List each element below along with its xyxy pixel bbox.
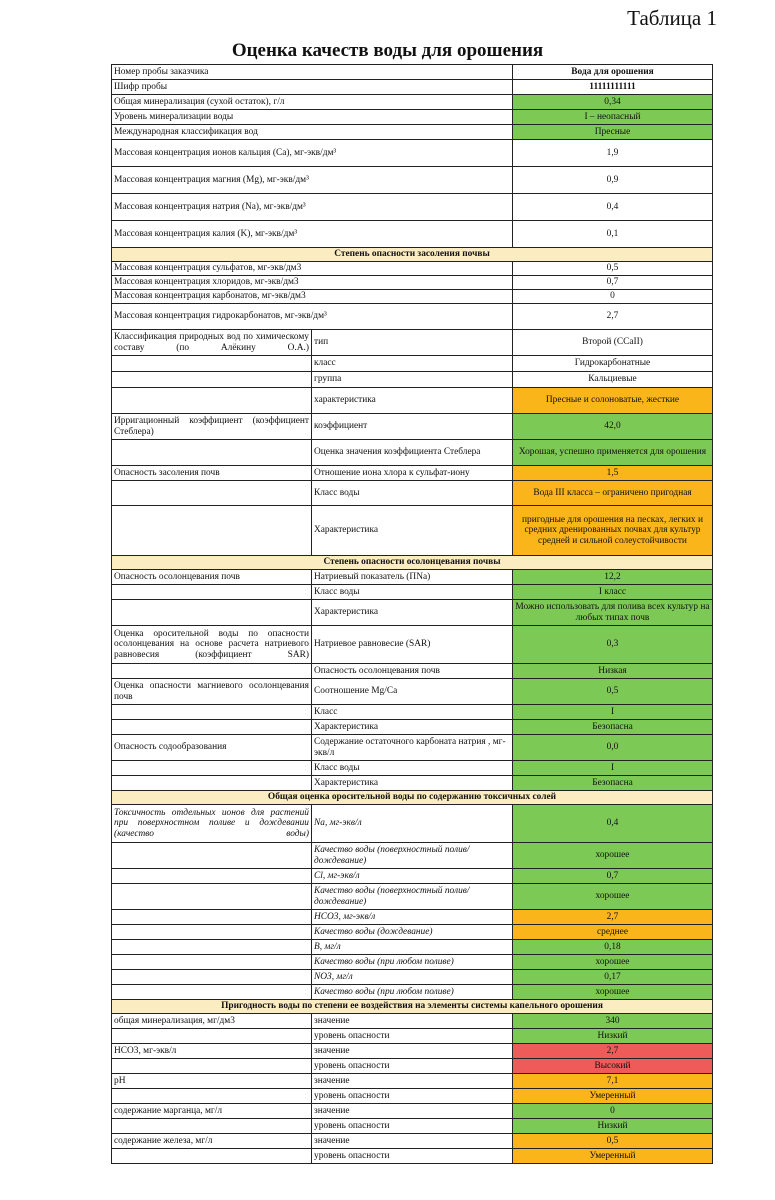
row-value: 0,3 [513, 626, 713, 664]
table-row [112, 140, 713, 167]
row-value: 0,7 [513, 869, 713, 884]
row-parameter: Характеристика [312, 600, 513, 626]
row-value: Умеренный [513, 1149, 713, 1164]
row-parameter: значение [312, 1134, 513, 1149]
row-label [112, 440, 312, 466]
row-value: 2,7 [513, 910, 713, 925]
row-label: Шифр пробы [112, 80, 513, 95]
row-value: Вода для орошения [513, 65, 713, 80]
row-value: Второй (CCaII) [513, 330, 713, 356]
table-row [112, 440, 713, 466]
row-value: 2,7 [513, 304, 713, 330]
row-value: I [513, 761, 713, 776]
table-row [112, 1059, 713, 1074]
table-row [112, 705, 713, 720]
row-label [112, 869, 312, 884]
row-parameter: уровень опасности [312, 1089, 513, 1104]
row-parameter: характеристика [312, 388, 513, 414]
table-row [112, 125, 713, 140]
table-row [112, 776, 713, 791]
row-parameter: Класс воды [312, 481, 513, 506]
row-value: 0,0 [513, 735, 713, 761]
section-title: Общая оценка оросительной воды по содержанию токсичных солей [112, 791, 713, 805]
table-row [112, 570, 713, 585]
row-label: общая минерализация, мг/дм3 [112, 1014, 312, 1029]
table-row [112, 664, 713, 679]
row-parameter: значение [312, 1104, 513, 1119]
row-parameter: Оценка значения коэффициента Стеблера [312, 440, 513, 466]
row-label [112, 1089, 312, 1104]
row-value: 1,9 [513, 140, 713, 167]
table-row [112, 1149, 713, 1164]
row-label: Общая минерализация (сухой остаток), г/л [112, 95, 513, 110]
row-parameter: Опасность осолонцевания почв [312, 664, 513, 679]
row-label: Массовая концентрация карбонатов, мг-экв/дм3 [112, 290, 513, 304]
row-label: Массовая концентрация натрия (Na), мг-экв/дм³ [112, 194, 513, 221]
table-row [112, 356, 713, 372]
table-row [112, 869, 713, 884]
row-parameter: значение [312, 1014, 513, 1029]
row-value: хорошее [513, 985, 713, 1000]
row-value: 0,1 [513, 221, 713, 248]
row-parameter: уровень опасности [312, 1119, 513, 1134]
row-parameter: Характеристика [312, 720, 513, 735]
row-label [112, 1059, 312, 1074]
row-label [112, 481, 312, 506]
table-row [112, 110, 713, 125]
table-row [112, 262, 713, 276]
row-value: Кальциевые [513, 372, 713, 388]
row-label: Опасность засоления почв [112, 466, 312, 481]
row-label [112, 1029, 312, 1044]
row-value: хорошее [513, 843, 713, 869]
table-row [112, 1104, 713, 1119]
row-parameter: B, мг/л [312, 940, 513, 955]
table-row [112, 1014, 713, 1029]
row-label [112, 884, 312, 910]
row-parameter: Качество воды (поверхностный полив/дождевание) [312, 843, 513, 869]
table-row [112, 940, 713, 955]
row-value: Гидрокарбонатные [513, 356, 713, 372]
table-row [112, 276, 713, 290]
row-value: 2,7 [513, 1044, 713, 1059]
table-row [112, 970, 713, 985]
table-row [112, 1074, 713, 1089]
row-value: Высокий [513, 1059, 713, 1074]
table-row [112, 506, 713, 556]
row-label: Массовая концентрация магния (Mg), мг-экв/дм³ [112, 167, 513, 194]
row-label [112, 1119, 312, 1134]
row-parameter: Соотношение Mg/Ca [312, 679, 513, 705]
row-value: Можно использовать для полива всех культур на любых типах почв [513, 600, 713, 626]
table-row [112, 761, 713, 776]
table-row [112, 600, 713, 626]
row-label: Международная классификация вод [112, 125, 513, 140]
row-parameter: Качество воды (дождевание) [312, 925, 513, 940]
row-value: 7,1 [513, 1074, 713, 1089]
row-label [112, 776, 312, 791]
table-row [112, 388, 713, 414]
row-value: Пресные и солоноватые, жесткие [513, 388, 713, 414]
row-value: Вода III класса – ограничено пригодная [513, 481, 713, 506]
row-parameter: коэффициент [312, 414, 513, 440]
section-header [112, 556, 713, 570]
row-value: 0,18 [513, 940, 713, 955]
row-label: Опасность осолонцевания почв [112, 570, 312, 585]
table-row [112, 679, 713, 705]
table-row [112, 735, 713, 761]
table-row [112, 1134, 713, 1149]
row-value: 0,5 [513, 262, 713, 276]
table-row [112, 80, 713, 95]
row-label: Массовая концентрация ионов кальция (Ca), мг-экв/дм³ [112, 140, 513, 167]
row-value: 0,9 [513, 167, 713, 194]
row-value: 1,5 [513, 466, 713, 481]
row-label: Массовая концентрация гидрокарбонатов, мг-экв/дм³ [112, 304, 513, 330]
row-value: 0,4 [513, 805, 713, 843]
table-row [112, 290, 713, 304]
section-title: Степень опасности засоления почвы [112, 248, 713, 262]
row-parameter: уровень опасности [312, 1029, 513, 1044]
row-label [112, 600, 312, 626]
row-parameter: уровень опасности [312, 1059, 513, 1074]
row-parameter: Качество воды (при любом поливе) [312, 985, 513, 1000]
document-label: Таблица 1 [627, 6, 717, 30]
row-value: Безопасна [513, 720, 713, 735]
row-parameter: Качество воды (поверхностный полив/дождевание) [312, 884, 513, 910]
row-parameter: группа [312, 372, 513, 388]
row-parameter: Натриевое равновесие (SAR) [312, 626, 513, 664]
table-row [112, 167, 713, 194]
row-parameter: Содержание остаточного карбоната натрия , мг-экв/л [312, 735, 513, 761]
table-row [112, 304, 713, 330]
row-label [112, 970, 312, 985]
row-value: 0,5 [513, 679, 713, 705]
row-parameter: значение [312, 1044, 513, 1059]
row-label [112, 940, 312, 955]
row-label: Токсичность отдельных ионов для растений при поверхностном поливе и дождевании (качество воды) [112, 805, 312, 843]
table-row [112, 585, 713, 600]
section-title: Пригодность воды по степени ее воздействия на элементы системы капельного орошения [112, 1000, 713, 1014]
row-value: пригодные для орошения на песках, легких и средних дренированных почвах для культур средней и сильной солеустойчивости [513, 506, 713, 556]
row-parameter: Отношение иона хлора к сульфат-иону [312, 466, 513, 481]
row-label [112, 585, 312, 600]
row-value: 340 [513, 1014, 713, 1029]
row-label: Оценка оросительной воды по опасности осолонцевания на основе расчета натриевого равновесия (коэффициент SAR) [112, 626, 312, 664]
row-value: 0 [513, 290, 713, 304]
table-row [112, 372, 713, 388]
row-parameter: Класс воды [312, 761, 513, 776]
row-parameter: тип [312, 330, 513, 356]
table-row [112, 626, 713, 664]
row-label [112, 910, 312, 925]
row-parameter: Характеристика [312, 776, 513, 791]
row-value: среднее [513, 925, 713, 940]
row-value: 0,5 [513, 1134, 713, 1149]
row-label [112, 356, 312, 372]
section-header [112, 1000, 713, 1014]
table-row [112, 466, 713, 481]
table-row [112, 925, 713, 940]
row-value: 12,2 [513, 570, 713, 585]
table-row [112, 884, 713, 910]
row-label [112, 720, 312, 735]
table-row [112, 414, 713, 440]
section-title: Степень опасности осолонцевания почвы [112, 556, 713, 570]
row-label: Ирригационный коэффициент (коэффициент Стеблера) [112, 414, 312, 440]
row-label: Классификация природных вод по химическому составу (по Алёкину О.А.) [112, 330, 312, 356]
row-value: Низкая [513, 664, 713, 679]
row-label [112, 388, 312, 414]
water-quality-table [111, 64, 713, 1164]
document-title: Оценка качеств воды для орошения [231, 40, 544, 61]
row-label [112, 506, 312, 556]
row-label [112, 761, 312, 776]
table-row [112, 194, 713, 221]
row-label: Оценка опасности магниевого осолонцевания почв [112, 679, 312, 705]
row-label: pH [112, 1074, 312, 1089]
row-parameter: Натриевый показатель (ПNa) [312, 570, 513, 585]
row-parameter: Класс [312, 705, 513, 720]
row-parameter: Класс воды [312, 585, 513, 600]
row-value: 0 [513, 1104, 713, 1119]
row-label [112, 372, 312, 388]
row-value: Умеренный [513, 1089, 713, 1104]
table-row [112, 805, 713, 843]
row-parameter: NO3, мг/л [312, 970, 513, 985]
table-row [112, 481, 713, 506]
table-row [112, 221, 713, 248]
table-row [112, 1119, 713, 1134]
row-parameter: Характеристика [312, 506, 513, 556]
table-row [112, 1044, 713, 1059]
row-label: Массовая концентрация хлоридов, мг-экв/дм3 [112, 276, 513, 290]
table-row [112, 1029, 713, 1044]
row-value: 0,34 [513, 95, 713, 110]
row-value: Пресные [513, 125, 713, 140]
row-value: 0,7 [513, 276, 713, 290]
row-label [112, 843, 312, 869]
row-value: 0,17 [513, 970, 713, 985]
row-value: хорошее [513, 884, 713, 910]
row-label [112, 925, 312, 940]
row-parameter: класс [312, 356, 513, 372]
row-value: хорошее [513, 955, 713, 970]
row-label [112, 985, 312, 1000]
row-value: 11111111111 [513, 80, 713, 95]
row-label [112, 705, 312, 720]
row-label: содержание железа, мг/л [112, 1134, 312, 1149]
row-value: I класс [513, 585, 713, 600]
row-value: I – неопасный [513, 110, 713, 125]
row-value: Безопасна [513, 776, 713, 791]
row-label: Массовая концентрация сульфатов, мг-экв/дм3 [112, 262, 513, 276]
section-header [112, 248, 713, 262]
row-label [112, 664, 312, 679]
row-parameter: HCO3, мг-экв/л [312, 910, 513, 925]
table-row [112, 985, 713, 1000]
row-value: Низкий [513, 1029, 713, 1044]
row-label: Уровень минерализации воды [112, 110, 513, 125]
row-label: Массовая концентрация калия (K), мг-экв/дм³ [112, 221, 513, 248]
row-parameter: уровень опасности [312, 1149, 513, 1164]
table-row [112, 843, 713, 869]
row-parameter: Na, мг-экв/л [312, 805, 513, 843]
row-value: Низкий [513, 1119, 713, 1134]
table-row [112, 910, 713, 925]
section-header [112, 791, 713, 805]
row-value: I [513, 705, 713, 720]
row-value: 42,0 [513, 414, 713, 440]
row-parameter: Качество воды (при любом поливе) [312, 955, 513, 970]
table-row [112, 95, 713, 110]
row-parameter: Cl, мг-экв/л [312, 869, 513, 884]
row-label [112, 955, 312, 970]
row-label: содержание марганца, мг/л [112, 1104, 312, 1119]
table-row [112, 1089, 713, 1104]
row-label [112, 1149, 312, 1164]
table-row [112, 65, 713, 80]
table-row [112, 955, 713, 970]
row-label: Номер пробы заказчика [112, 65, 513, 80]
row-value: Хорошая, успешно применяется для орошения [513, 440, 713, 466]
table-row [112, 330, 713, 356]
row-value: 0,4 [513, 194, 713, 221]
table-row [112, 720, 713, 735]
row-parameter: значение [312, 1074, 513, 1089]
row-label: HCO3, мг-экв/л [112, 1044, 312, 1059]
row-label: Опасность содообразования [112, 735, 312, 761]
